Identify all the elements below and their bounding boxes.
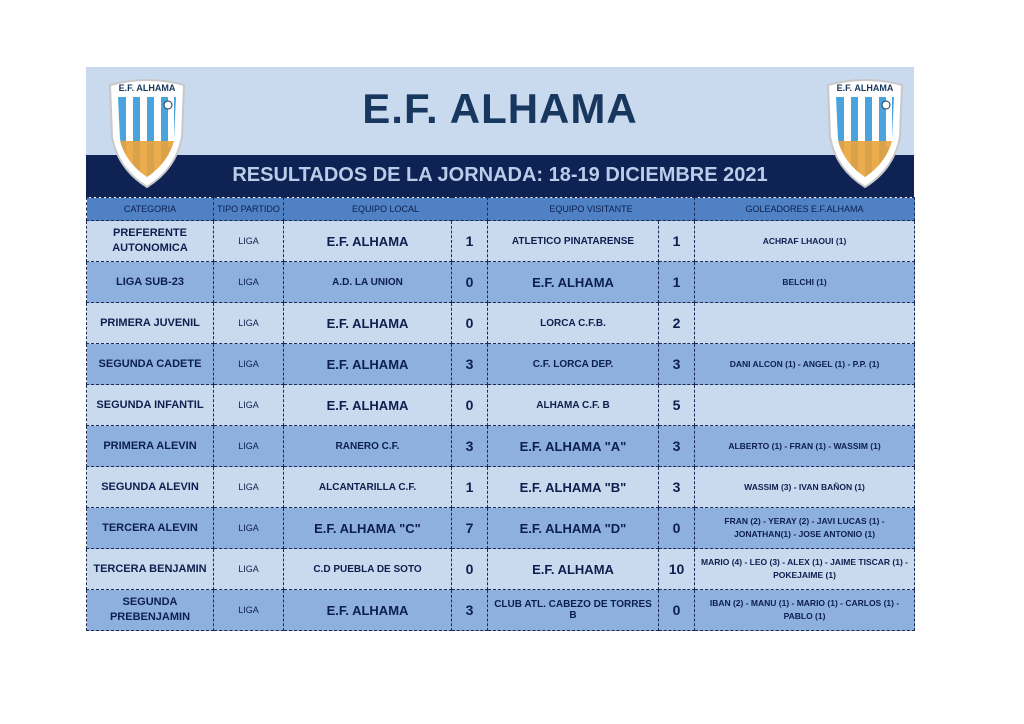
table-row bbox=[87, 303, 915, 344]
local-team-cell: E.F. ALHAMA bbox=[284, 590, 452, 631]
local-score-cell: 0 bbox=[452, 385, 488, 426]
column-header-goleadores: GOLEADORES E.F.ALHAMA bbox=[695, 198, 915, 221]
visitante-score-cell: 10 bbox=[659, 549, 695, 590]
visitante-team-cell: C.F. LORCA DEP. bbox=[488, 344, 659, 385]
club-title: E.F. ALHAMA bbox=[362, 85, 638, 132]
local-team-cell: E.F. ALHAMA bbox=[284, 221, 452, 262]
visitante-team-cell: E.F. ALHAMA "B" bbox=[488, 467, 659, 508]
visitante-score-cell: 3 bbox=[659, 467, 695, 508]
visitante-score-cell: 3 bbox=[659, 426, 695, 467]
tipo-cell: LIGA bbox=[214, 549, 284, 590]
local-team-cell: E.F. ALHAMA "C" bbox=[284, 508, 452, 549]
local-score-cell: 3 bbox=[452, 344, 488, 385]
goleadores-cell bbox=[695, 303, 915, 344]
club-crest-left bbox=[106, 77, 188, 189]
visitante-score-cell: 3 bbox=[659, 344, 695, 385]
tipo-cell: LIGA bbox=[214, 508, 284, 549]
visitante-score-cell: 0 bbox=[659, 590, 695, 631]
categoria-cell: PRIMERA JUVENIL bbox=[87, 303, 214, 344]
table-header-row bbox=[87, 198, 915, 221]
local-score-cell: 1 bbox=[452, 467, 488, 508]
column-header-categoria: CATEGORIA bbox=[87, 198, 214, 221]
visitante-team-cell: ATLETICO PINATARENSE bbox=[488, 221, 659, 262]
goleadores-cell: ACHRAF LHAOUI (1) bbox=[695, 221, 915, 262]
table-row bbox=[87, 426, 915, 467]
local-team-cell: E.F. ALHAMA bbox=[284, 303, 452, 344]
local-score-cell: 7 bbox=[452, 508, 488, 549]
visitante-team-cell: E.F. ALHAMA bbox=[488, 262, 659, 303]
column-header-tipo: TIPO PARTIDO bbox=[214, 198, 284, 221]
table-row bbox=[87, 549, 915, 590]
local-score-cell: 0 bbox=[452, 303, 488, 344]
visitante-team-cell: ALHAMA C.F. B bbox=[488, 385, 659, 426]
local-score-cell: 3 bbox=[452, 426, 488, 467]
categoria-cell: SEGUNDA CADETE bbox=[87, 344, 214, 385]
column-header-local: EQUIPO LOCAL bbox=[284, 198, 488, 221]
visitante-score-cell: 0 bbox=[659, 508, 695, 549]
local-team-cell: A.D. LA UNION bbox=[284, 262, 452, 303]
categoria-cell: SEGUNDA ALEVIN bbox=[87, 467, 214, 508]
visitante-team-cell: E.F. ALHAMA "A" bbox=[488, 426, 659, 467]
column-header-visitante: EQUIPO VISITANTE bbox=[488, 198, 695, 221]
visitante-team-cell: LORCA C.F.B. bbox=[488, 303, 659, 344]
tipo-cell: LIGA bbox=[214, 426, 284, 467]
tipo-cell: LIGA bbox=[214, 303, 284, 344]
crest-text: E.F. ALHAMA bbox=[118, 83, 176, 93]
results-sheet bbox=[86, 67, 914, 630]
tipo-cell: LIGA bbox=[214, 221, 284, 262]
local-team-cell: E.F. ALHAMA bbox=[284, 344, 452, 385]
results-table bbox=[86, 197, 915, 631]
tipo-cell: LIGA bbox=[214, 344, 284, 385]
goleadores-cell: MARIO (4) - LEO (3) - ALEX (1) - JAIME TISCAR (1) - POKEJAIME (1) bbox=[695, 549, 915, 590]
categoria-cell: PRIMERA ALEVIN bbox=[87, 426, 214, 467]
goleadores-cell: BELCHI (1) bbox=[695, 262, 915, 303]
tipo-cell: LIGA bbox=[214, 385, 284, 426]
crest-text: E.F. ALHAMA bbox=[836, 83, 894, 93]
local-score-cell: 3 bbox=[452, 590, 488, 631]
visitante-score-cell: 1 bbox=[659, 221, 695, 262]
club-crest-right bbox=[824, 77, 906, 189]
visitante-team-cell: E.F. ALHAMA bbox=[488, 549, 659, 590]
categoria-cell: TERCERA ALEVIN bbox=[87, 508, 214, 549]
visitante-score-cell: 2 bbox=[659, 303, 695, 344]
table-row bbox=[87, 262, 915, 303]
goleadores-cell bbox=[695, 385, 915, 426]
categoria-cell: SEGUNDA PREBENJAMIN bbox=[87, 590, 214, 631]
local-team-cell: ALCANTARILLA C.F. bbox=[284, 467, 452, 508]
local-team-cell: E.F. ALHAMA bbox=[284, 385, 452, 426]
results-subtitle: RESULTADOS DE LA JORNADA: 18-19 DICIEMBRE 2021 bbox=[232, 164, 768, 186]
table-row bbox=[87, 385, 915, 426]
goleadores-cell: IBAN (2) - MANU (1) - MARIO (1) - CARLOS (1) - PABLO (1) bbox=[695, 590, 915, 631]
goleadores-cell: DANI ALCON (1) - ANGEL (1) - P.P. (1) bbox=[695, 344, 915, 385]
visitante-score-cell: 5 bbox=[659, 385, 695, 426]
goleadores-cell: ALBERTO (1) - FRAN (1) - WASSIM (1) bbox=[695, 426, 915, 467]
table-row bbox=[87, 344, 915, 385]
goleadores-cell: WASSIM (3) - IVAN BAÑON (1) bbox=[695, 467, 915, 508]
categoria-cell: LIGA SUB-23 bbox=[87, 262, 214, 303]
tipo-cell: LIGA bbox=[214, 590, 284, 631]
visitante-team-cell: CLUB ATL. CABEZO DE TORRES B bbox=[488, 590, 659, 631]
local-score-cell: 1 bbox=[452, 221, 488, 262]
subtitle-band bbox=[86, 155, 914, 197]
results-rows bbox=[87, 221, 915, 631]
table-row bbox=[87, 221, 915, 262]
visitante-team-cell: E.F. ALHAMA "D" bbox=[488, 508, 659, 549]
table-row bbox=[87, 467, 915, 508]
table-row bbox=[87, 508, 915, 549]
local-score-cell: 0 bbox=[452, 549, 488, 590]
goleadores-cell: FRAN (2) - YERAY (2) - JAVI LUCAS (1) - JONATHAN(1) - JOSE ANTONIO (1) bbox=[695, 508, 915, 549]
local-team-cell: C.D PUEBLA DE SOTO bbox=[284, 549, 452, 590]
visitante-score-cell: 1 bbox=[659, 262, 695, 303]
categoria-cell: PREFERENTE AUTONOMICA bbox=[87, 221, 214, 262]
local-score-cell: 0 bbox=[452, 262, 488, 303]
tipo-cell: LIGA bbox=[214, 262, 284, 303]
local-team-cell: RANERO C.F. bbox=[284, 426, 452, 467]
table-row bbox=[87, 590, 915, 631]
categoria-cell: SEGUNDA INFANTIL bbox=[87, 385, 214, 426]
categoria-cell: TERCERA BENJAMIN bbox=[87, 549, 214, 590]
title-band bbox=[86, 67, 914, 155]
tipo-cell: LIGA bbox=[214, 467, 284, 508]
